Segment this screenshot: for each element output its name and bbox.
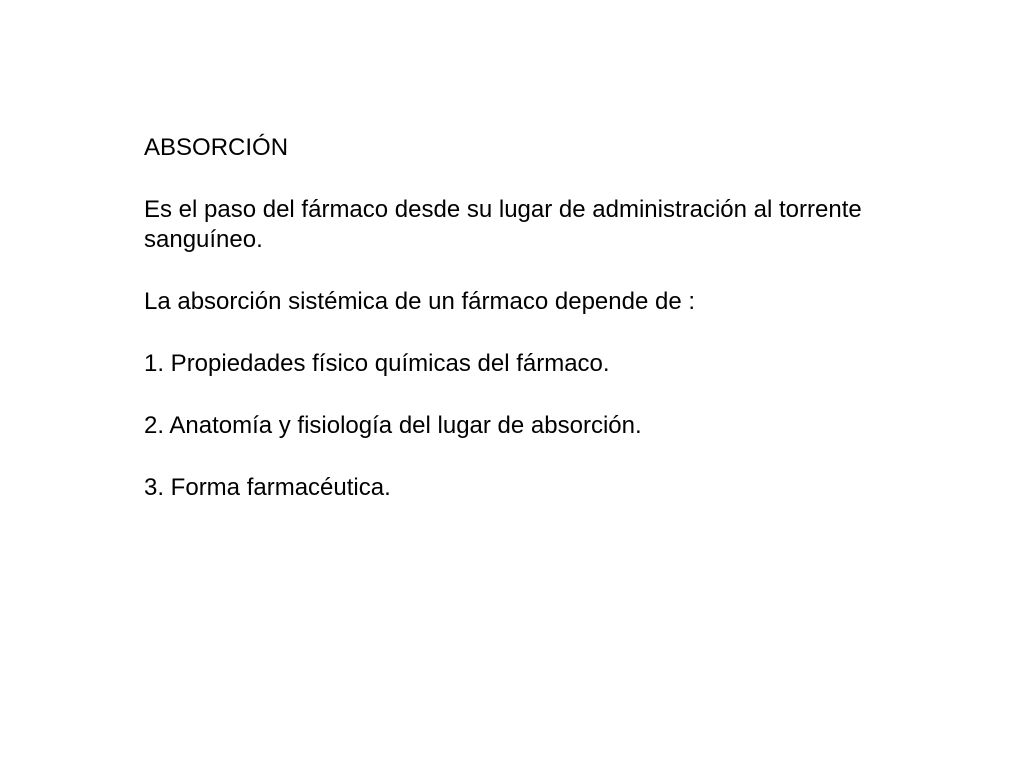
slide-content	[144, 133, 934, 503]
slide-title: ABSORCIÓN	[144, 134, 289, 161]
factor-item: 2. Anatomía y fisiología del lugar de absorción.	[144, 412, 642, 439]
factor-item: 1. Propiedades físico químicas del fármaco.	[144, 350, 610, 377]
intro-text: La absorción sistémica de un fármaco depende de :	[144, 288, 696, 315]
factor-item: 3. Forma farmacéutica.	[144, 474, 391, 501]
definition-text: Es el paso del fármaco desde su lugar de administración al torrente sanguíneo.	[144, 196, 862, 253]
